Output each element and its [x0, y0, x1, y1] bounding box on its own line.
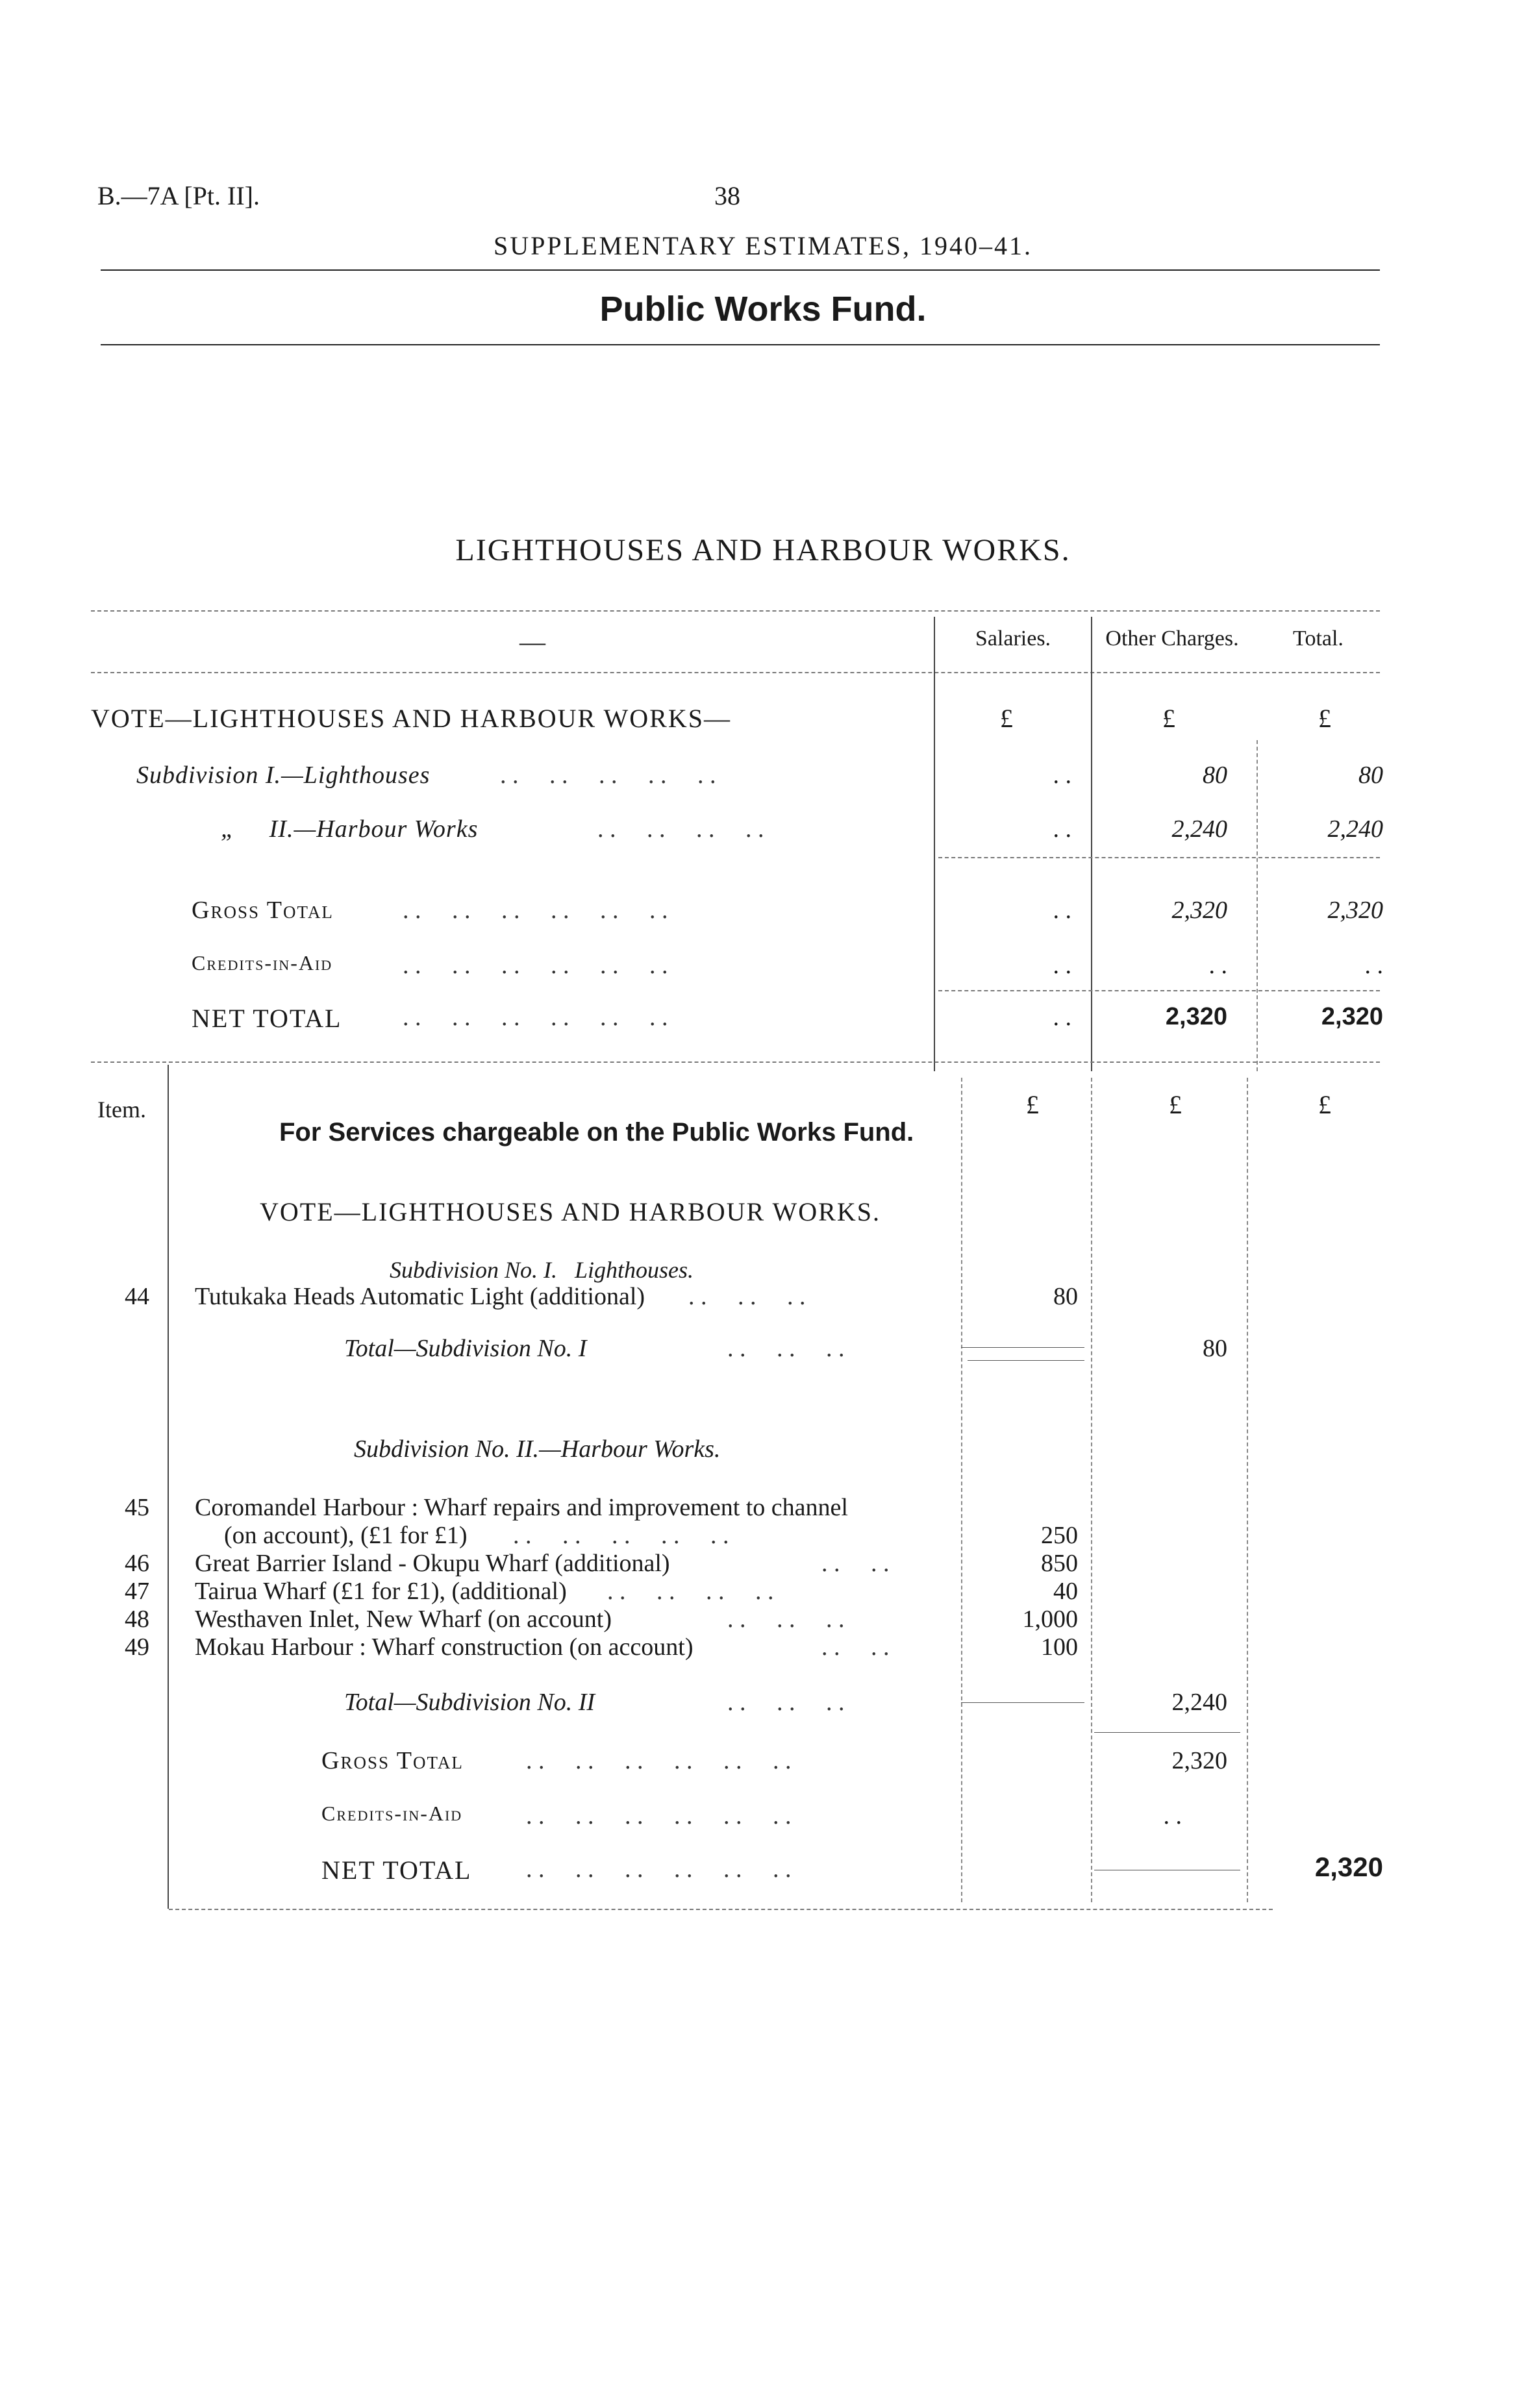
subdivision-1-total-amount: 80	[1203, 1335, 1227, 1362]
running-title: SUPPLEMENTARY ESTIMATES, 1940–41.	[494, 231, 1032, 260]
detail-item-header: Item.	[97, 1097, 146, 1123]
detail-currency-1: £	[1026, 1090, 1039, 1119]
summary-net-rule	[938, 990, 1380, 991]
item-amount: 1,000	[1022, 1606, 1078, 1633]
subdivision-2-total-label: Total—Subdivision No. II	[344, 1689, 595, 1716]
subdivision-1-heading: Subdivision No. I. Lighthouses.	[390, 1257, 694, 1283]
detail-net-total-label: NET TOTAL	[321, 1856, 472, 1885]
subdivision-1-total-label: Total—Subdivision No. I	[344, 1335, 587, 1362]
summary-gross-total-other: 2,320	[1171, 897, 1227, 924]
detail-col-divider-1	[961, 1078, 962, 1902]
col-header-salaries: Salaries.	[975, 627, 1051, 651]
col-header-other-charges: Other Charges.	[1105, 627, 1239, 651]
detail-credits-label: Credits-in-Aid	[321, 1802, 463, 1825]
item-description: Tutukaka Heads Automatic Light (additional)	[195, 1283, 645, 1310]
leader-dots: . . . . . . . . . . . .	[403, 1004, 668, 1031]
summary-row-harbour-total: 2,240	[1327, 815, 1383, 843]
leader-dots: . . . . . . . . . .	[500, 762, 716, 789]
col-header-total: Total.	[1293, 627, 1344, 651]
leader-dots: . . . .	[821, 1633, 890, 1661]
leader-dots: . . . . . .	[727, 1606, 845, 1633]
summary-credits-salaries: . .	[1053, 952, 1071, 979]
item-amount: 100	[1041, 1633, 1078, 1661]
summary-row-lighthouses-salaries: . .	[1053, 762, 1071, 789]
detail-currency-2: £	[1169, 1090, 1182, 1119]
detail-vote-heading: VOTE—LIGHTHOUSES AND HARBOUR WORKS.	[260, 1197, 881, 1226]
col-header-blank: —	[519, 627, 545, 656]
detail-gross-total-amount: 2,320	[1171, 1747, 1227, 1774]
leader-dots: . . . . . .	[727, 1335, 845, 1362]
summary-row-lighthouses-label: Subdivision I.—Lighthouses	[136, 762, 431, 789]
item-number: 45	[125, 1494, 149, 1521]
header-rule-bottom	[101, 344, 1380, 345]
leader-dots: . . . . . .	[688, 1283, 806, 1310]
page-number: 38	[714, 181, 740, 210]
subdivision-2-heading: Subdivision No. II.—Harbour Works.	[354, 1435, 721, 1463]
summary-row-harbour-other: 2,240	[1171, 815, 1227, 843]
detail-col-divider-3	[1247, 1078, 1248, 1902]
detail-net-total-amount: 2,320	[1314, 1852, 1383, 1882]
summary-col-divider-2	[1091, 617, 1092, 1071]
header-rule-top	[101, 269, 1380, 271]
leader-dots: . . . . . . . . . . . .	[526, 1856, 792, 1883]
item-number: 44	[125, 1283, 149, 1310]
leader-dots: . . . . . . . .	[607, 1578, 774, 1605]
summary-credits-total: . .	[1364, 952, 1383, 979]
item-number: 46	[125, 1550, 149, 1577]
item-amount: 250	[1041, 1522, 1078, 1549]
item-description: Westhaven Inlet, New Wharf (on account)	[195, 1606, 612, 1633]
summary-row-harbour-label: „ II.—Harbour Works	[221, 815, 479, 843]
summary-currency-salaries: £	[1000, 704, 1013, 733]
summary-rule-bottom	[91, 1061, 1380, 1063]
leader-dots: . . . .	[821, 1550, 890, 1577]
detail-gross-total-label: Gross Total	[321, 1747, 464, 1774]
summary-net-total-other: 2,320	[1165, 1003, 1227, 1030]
subdivision-1-total-rule	[961, 1347, 1084, 1348]
detail-credits-amount: . .	[1163, 1802, 1182, 1830]
section-title: LIGHTHOUSES AND HARBOUR WORKS.	[455, 533, 1071, 567]
leader-dots: . . . . . . . . . .	[513, 1522, 729, 1549]
services-heading: For Services chargeable on the Public Works Fund.	[279, 1118, 914, 1147]
item-number: 48	[125, 1606, 149, 1633]
summary-currency-total: £	[1318, 704, 1331, 733]
detail-rule-bottom	[169, 1909, 1273, 1910]
item-description: Tairua Wharf (£1 for £1), (additional)	[195, 1578, 567, 1605]
summary-row-lighthouses-other: 80	[1203, 762, 1227, 789]
item-amount: 40	[1053, 1578, 1078, 1605]
detail-item-divider	[168, 1065, 169, 1909]
item-amount: 80	[1053, 1283, 1078, 1310]
subdivision-1-bracket-rule	[968, 1360, 1084, 1361]
item-description: Great Barrier Island - Okupu Wharf (additional)	[195, 1550, 670, 1577]
leader-dots: . . . . . . . . . . . .	[526, 1802, 792, 1830]
summary-subtotal-rule	[938, 857, 1380, 858]
leader-dots: . . . . . . . .	[597, 815, 764, 843]
summary-credits-label: Credits-in-Aid	[192, 951, 333, 974]
item-number: 49	[125, 1633, 149, 1661]
subdivision-2-total-rule	[961, 1702, 1084, 1703]
item-amount: 850	[1041, 1550, 1078, 1577]
summary-gross-total-salaries: . .	[1053, 897, 1071, 924]
leader-dots: . . . . . . . . . . . .	[403, 952, 668, 979]
subdivision-2-gross-rule	[1094, 1732, 1240, 1733]
summary-row-lighthouses-total: 80	[1358, 762, 1383, 789]
summary-gross-total-total: 2,320	[1327, 897, 1383, 924]
item-description: Mokau Harbour : Wharf construction (on account)	[195, 1633, 694, 1661]
summary-net-total-salaries: . .	[1053, 1004, 1071, 1031]
fund-title: Public Works Fund.	[599, 290, 927, 329]
document-reference: B.—7A [Pt. II].	[97, 181, 260, 210]
summary-gross-total-label: Gross Total	[192, 897, 334, 924]
item-number: 47	[125, 1578, 149, 1605]
item-description: Coromandel Harbour : Wharf repairs and improvement to channel	[195, 1494, 848, 1521]
summary-currency-other: £	[1162, 704, 1175, 733]
detail-currency-3: £	[1318, 1090, 1331, 1119]
leader-dots: . . . . . .	[727, 1689, 845, 1716]
summary-credits-other: . .	[1208, 952, 1227, 979]
summary-col-divider-3	[1257, 740, 1258, 1071]
item-description-continued: (on account), (£1 for £1)	[224, 1522, 468, 1549]
summary-col-divider-1	[934, 617, 935, 1071]
detail-col-divider-2	[1091, 1078, 1092, 1902]
summary-rule-top	[91, 610, 1380, 612]
subdivision-2-total-amount: 2,240	[1171, 1689, 1227, 1716]
summary-row-harbour-salaries: . .	[1053, 815, 1071, 843]
leader-dots: . . . . . . . . . . . .	[403, 897, 668, 924]
summary-net-total-label: NET TOTAL	[192, 1004, 342, 1033]
summary-net-total-total: 2,320	[1321, 1003, 1383, 1030]
leader-dots: . . . . . . . . . . . .	[526, 1747, 792, 1774]
summary-vote-label: VOTE—LIGHTHOUSES AND HARBOUR WORKS—	[91, 704, 731, 733]
summary-header-rule	[91, 672, 1380, 673]
